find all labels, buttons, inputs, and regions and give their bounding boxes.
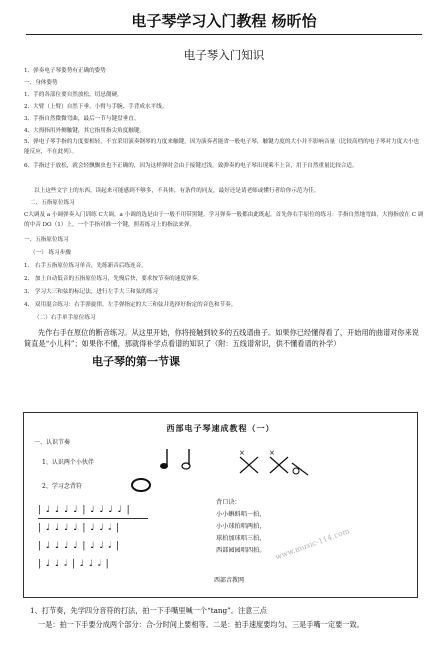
lesson-step-notes: 一是：拍一下手要分成两个部分：合-分时间上要相等。二是：拍手速度要均匀。三是手嘴一定要一致。 [38, 620, 364, 629]
title-divider [26, 34, 422, 35]
figure-footer: 西部音教网 [214, 577, 245, 584]
section1-item-4: 4、大拇指用外侧触键，其它指用指尖角度触键。 [24, 128, 146, 134]
step-1: 1、 右手五指原位练习单音，先练新音后练连音。 [24, 263, 147, 269]
section1-item-2: 2、大臂（上臂）自然下垂，小臂与手腕、手背成水平线。 [24, 104, 168, 110]
figure-title: 西部电子琴速成教程（一） [166, 423, 275, 433]
drumsticks-icon [236, 453, 316, 477]
rhythm-row-3: | ♩ ♩ ♩ ♩ | ♩ ♩ 𝅗𝅥 | [38, 541, 121, 551]
rhythm-divider [38, 518, 148, 519]
intro-paragraph: 先作右手在原位的断音练习。从这里开始，你将接触到较多的五线谱曲子。如果你已经懂得看了，开始用的曲谱对你来说简直是“小儿科”；如果你不懂，那就得补学点看谱的知识了（附：五线谱常识，供不懂看谱的补学） [24, 328, 419, 348]
section1-sub: 一、身体姿势 [24, 80, 58, 86]
rhythm-row-4: | ♩ ♩ 𝅗𝅥 | ♩ ♩ 𝅗𝅥 | [38, 559, 110, 569]
page-subtitle: 电子琴入门知识 [183, 48, 265, 62]
section1-note: 以上这些文字上的东西，读起来可能感到不够多，不具体，有条件的同友，最好还是请老师或懂行者给你示范为佳。 [34, 188, 320, 194]
step-3: 3、 学习大三和弦的标记法，进行左手大三和弦的练习 [24, 289, 158, 295]
lesson-step-1: 1、打节奏，先学四分音符的打法，拍一下手嘴里喊一个“tang”。注意三点 [30, 606, 267, 615]
section1-item-3: 3、手指自然微微弯曲，最后一节与键盘垂直。 [24, 116, 140, 122]
crossed-sticks-icon-2: × [269, 449, 275, 457]
steps-label: （一） 练习步骤 [30, 250, 71, 256]
section2-heading: 二、五指原位练习 [30, 200, 75, 206]
watermark: www.music-114.com [274, 526, 351, 562]
chant-line-2: 小小球拍唱两拍， [216, 523, 266, 530]
figure-heading-rhythm: 一、认识节奏 [34, 439, 71, 446]
page-title: 电子琴学习入门教程 杨昕怡 [131, 12, 317, 30]
chant-line-3: 球拍加球唱三拍， [216, 535, 266, 542]
section1-heading: 1、弹奏电子琴姿势有正确的姿势 [24, 68, 106, 74]
step-4: 4、 双用混合练习：右手弹旋律，左手弹指定的大三和弦并选择好指定的音色和节奏。 [24, 302, 237, 308]
section2-para: C大调及 a 小调弹奏入门训练 C大调，a 小调的选是由于一般不用带黑键。学习弹奏一般都由此既起。首先你右手原位的练习：手指自然地弯曲，大拇指放在 C 调的中音 DO（1）上，一个手指对准一个键，照着练习上的指法来弹。 [24, 212, 424, 228]
chant-title: 背口诀： [216, 499, 241, 506]
crossed-sticks-icon-1: × [239, 449, 245, 457]
figure-heading-friends: 1、认识两个小伙伴 [42, 459, 94, 466]
figure-heading-chant: 2、学习念背符 [42, 483, 82, 490]
step-2: 2、 加上自动低音的五指原位练习，先慢后快，要求按节奏的速度弹奏。 [24, 276, 203, 282]
chant-line-4: 西部园园唱四拍。 [216, 547, 266, 554]
section1-item-6: 6、手指过于放松，就会轻飘飘虫也不正确的，因为这样弹时会由于接键过浅，致弹奏的电子琴出现乘不上音，用于自然重量比较合适。 [24, 163, 358, 169]
right-hand-heading: （二）右手单手原位练习 [34, 315, 96, 321]
chant-line-1: 小小蝌蚪唱一拍， [216, 511, 266, 518]
section1-item-1: 1、手的各部位要自然放松，切忌僵硬。 [24, 92, 123, 98]
whole-note-icon [128, 477, 154, 493]
rhythm-row-1: | ♩ ♩ ♩ ♩ | ♩ ♩ ♩ ♩ | [38, 505, 131, 515]
section1-item-5: 5、弹电子琴手指的力度要相轻，不宜采用演奏钢琴的力度来触键，因为演奏者能省一般电子琴，触键力度的大小并不影响音量（比较高档的电子琴对力度大小也能反应，不在此列）。 [24, 139, 420, 155]
lesson-figure [23, 412, 418, 598]
lesson-title: 电子琴的第一节课 [92, 355, 180, 368]
rhythm-row-2: | ♩ ♩ ♩ ♩ | ♩ ♩ 𝅗𝅥 | [38, 523, 121, 533]
section2-sub: 一、五指原位练习 [24, 237, 69, 243]
quarter-and-half-note-icon [159, 447, 199, 471]
